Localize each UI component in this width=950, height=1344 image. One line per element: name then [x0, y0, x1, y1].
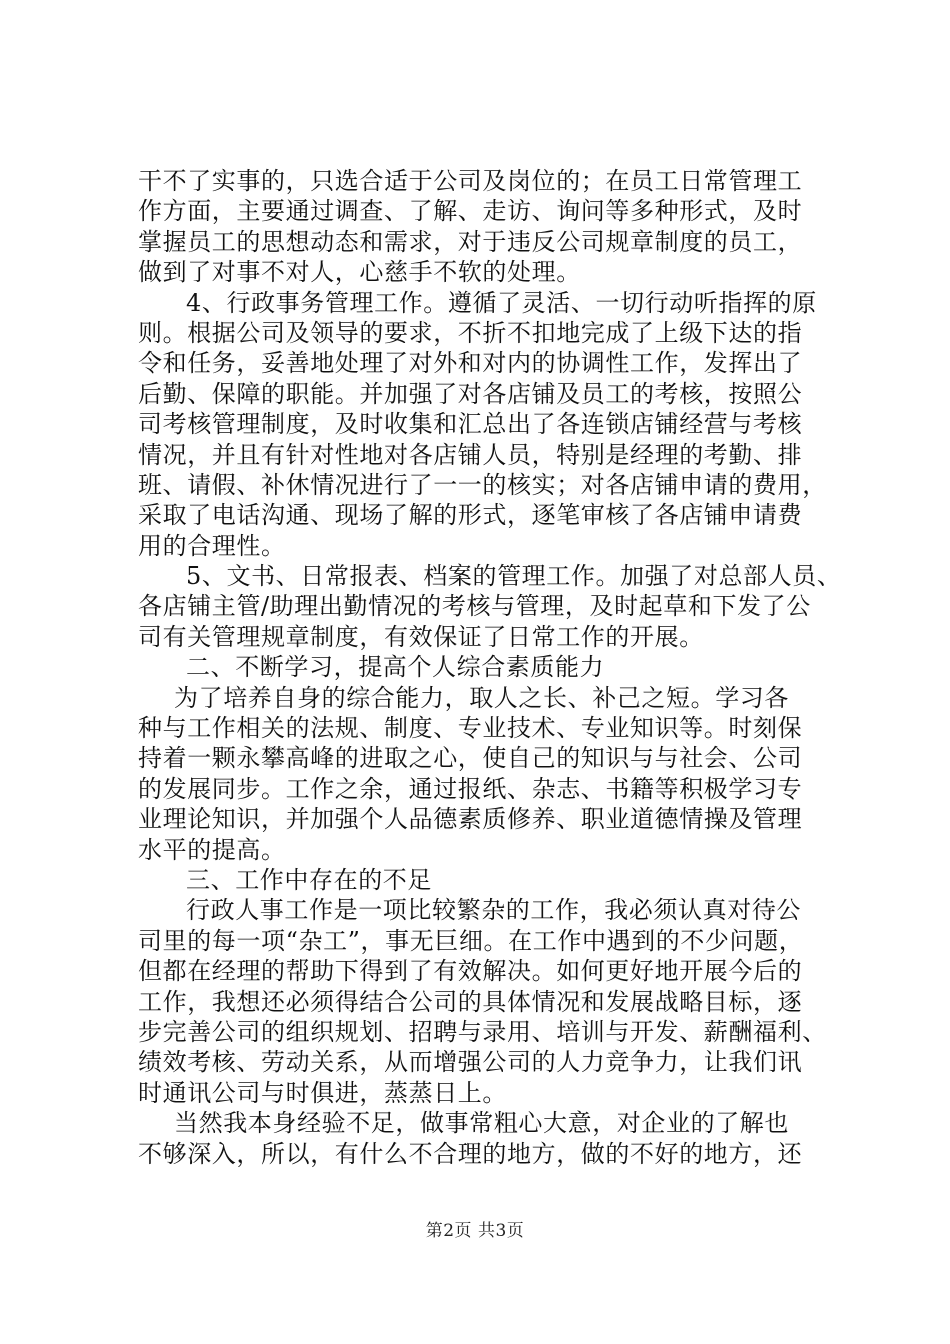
text-line: 步完善公司的组织规划、招聘与录用、培训与开发、薪酬福利、	[138, 1017, 827, 1046]
paragraph-continuation	[138, 166, 838, 288]
text-line: 情况，并且有针对性地对各店铺人员，特别是经理的考勤、排	[138, 440, 803, 469]
paragraph-shortcomings	[138, 895, 838, 1108]
text-line: 但都在经理的帮助下得到了有效解决。如何更好地开展今后的	[138, 957, 803, 986]
text-line: 4、行政事务管理工作。遵循了灵活、一切行动听指挥的原	[186, 288, 817, 317]
text-line: 种与工作相关的法规、制度、专业技术、专业知识等。时刻保	[138, 714, 803, 743]
section-heading-2	[138, 652, 838, 682]
text-line: 业理论知识，并加强个人品德素质修养、职业道德情操及管理	[138, 805, 803, 834]
text-line: 的发展同步。工作之余，通过报纸、杂志、书籍等积极学习专	[138, 774, 803, 803]
text-line: 当然我本身经验不足，做事常粗心大意，对企业的了解也	[174, 1109, 789, 1138]
text-line: 令和任务，妥善地处理了对外和对内的协调性工作，发挥出了	[138, 349, 803, 378]
text-line: 为了培养自身的综合能力，取人之长、补己之短。学习各	[174, 683, 789, 712]
paragraph-closing	[138, 1108, 838, 1169]
document-body	[138, 166, 842, 1169]
paragraph-item-4	[138, 288, 838, 562]
text-line: 绩效考核、劳动关系，从而增强公司的人力竞争力，让我们讯	[138, 1048, 803, 1077]
text-line: 时通讯公司与时俱进，蒸蒸日上。	[138, 1078, 507, 1107]
page-number-footer: 第2页 共3页	[425, 1221, 525, 1241]
paragraph-study	[138, 683, 838, 865]
text-line: 做到了对事不对人，心慈手不软的处理。	[138, 258, 581, 287]
text-line: 行政人事工作是一项比较繁杂的工作，我必须认真对待公	[186, 896, 801, 925]
text-line: 干不了实事的，只选合适于公司及岗位的；在员工日常管理工	[138, 167, 803, 195]
paragraph-item-5	[138, 561, 842, 652]
text-line: 司考核管理制度，及时收集和汇总出了各连锁店铺经营与考核	[138, 410, 803, 439]
text-line: 掌握员工的思想动态和需求，对于违反公司规章制度的员工，	[138, 227, 803, 256]
text-line: 不够深入，所以，有什么不合理的地方，做的不好的地方，还	[138, 1139, 803, 1168]
heading-text: 三、工作中存在的不足	[186, 865, 432, 894]
text-line: 用的合理性。	[138, 531, 286, 560]
text-line: 班、请假、补休情况进行了一一的核实；对各店铺申请的费用，	[138, 470, 827, 499]
text-line: 则。根据公司及领导的要求，不折不扣地完成了上级下达的指	[138, 318, 803, 347]
text-line: 持着一颗永攀高峰的进取之心，使自己的知识与与社会、公司	[138, 744, 803, 773]
text-line: 采取了电话沟通、现场了解的形式，逐笔审核了各店铺申请费	[138, 501, 803, 530]
text-line: 作方面，主要通过调查、了解、走访、询问等多种形式，及时	[138, 197, 803, 226]
text-line: 工作，我想还必须得结合公司的具体情况和发展战略目标，逐	[138, 987, 803, 1016]
heading-text: 二、不断学习，提高个人综合素质能力	[186, 653, 605, 682]
text-line: 水平的提高。	[138, 835, 286, 864]
section-heading-3	[138, 865, 838, 895]
text-line: 各店铺主管/助理出勤情况的考核与管理，及时起草和下发了公	[138, 592, 811, 621]
text-line: 后勤、保障的职能。并加强了对各店铺及员工的考核，按照公	[138, 379, 803, 408]
text-line: 司里的每一项“杂工”，事无巨细。在工作中遇到的不少问题，	[138, 926, 804, 955]
text-line: 司有关管理规章制度，有效保证了日常工作的开展。	[138, 622, 704, 651]
text-line: 5、文书、日常报表、档案的管理工作。加强了对总部人员、	[186, 562, 842, 591]
